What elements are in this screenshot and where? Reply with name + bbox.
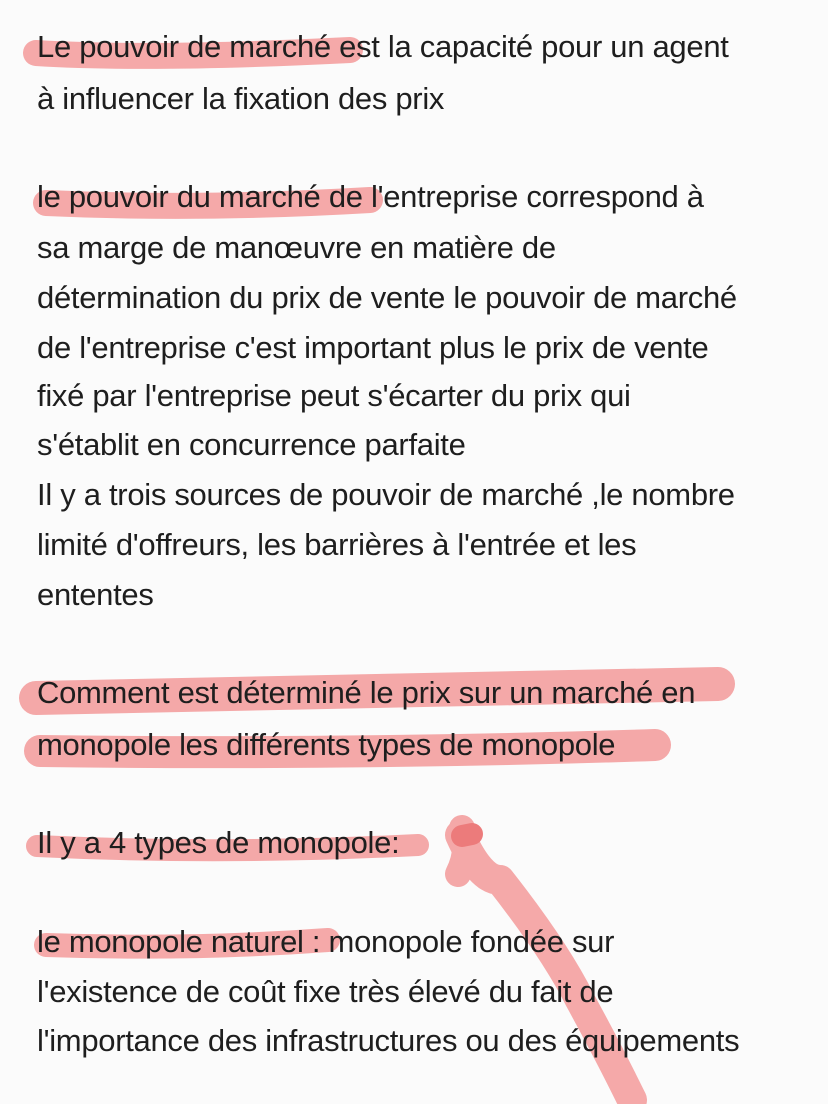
- p2-line4: de l'entreprise c'est important plus le prix de vente: [37, 330, 709, 365]
- p1-highlighted-term: Le pouvoir de marché: [37, 29, 331, 64]
- p4-line1: Il y a 4 types de monopole:: [37, 825, 400, 860]
- p5-line1: [37, 922, 614, 962]
- p2-line2: sa marge de manœuvre en matière de: [37, 230, 556, 265]
- p5-highlighted-term: le monopole naturel: [37, 924, 304, 959]
- p1-line1-rest: est la capacité pour un agent: [330, 29, 729, 64]
- p3-line2: monopole les différents types de monopole: [37, 727, 616, 762]
- p2-line8: limité d'offreurs, les barrières à l'entrée et les: [37, 527, 637, 562]
- p1-line2: à influencer la fixation des prix: [37, 81, 445, 116]
- p2-line5: fixé par l'entreprise peut s'écarter du prix qui: [37, 378, 631, 413]
- p2-highlighted-term: le pouvoir du marché: [37, 179, 321, 214]
- p2-line3: détermination du prix de vente le pouvoir de marché: [37, 280, 737, 315]
- p1-line1: [37, 27, 729, 67]
- p2-line6: s'établit en concurrence parfaite: [37, 427, 466, 462]
- p5-line1-rest: : monopole fondée sur: [303, 924, 615, 959]
- p2-line7: Il y a trois sources de pouvoir de marché ,le nombre: [37, 477, 735, 512]
- p5-line2: l'existence de coût fixe très élevé du fait de: [37, 974, 614, 1009]
- p2-line1: [37, 177, 704, 217]
- p2-line1-rest: de l'entreprise correspond à: [320, 179, 704, 214]
- p2-line9: ententes: [37, 577, 154, 612]
- p5-line3: l'importance des infrastructures ou des équipements: [37, 1023, 740, 1058]
- p3-line1: Comment est déterminé le prix sur un marché en: [37, 675, 696, 710]
